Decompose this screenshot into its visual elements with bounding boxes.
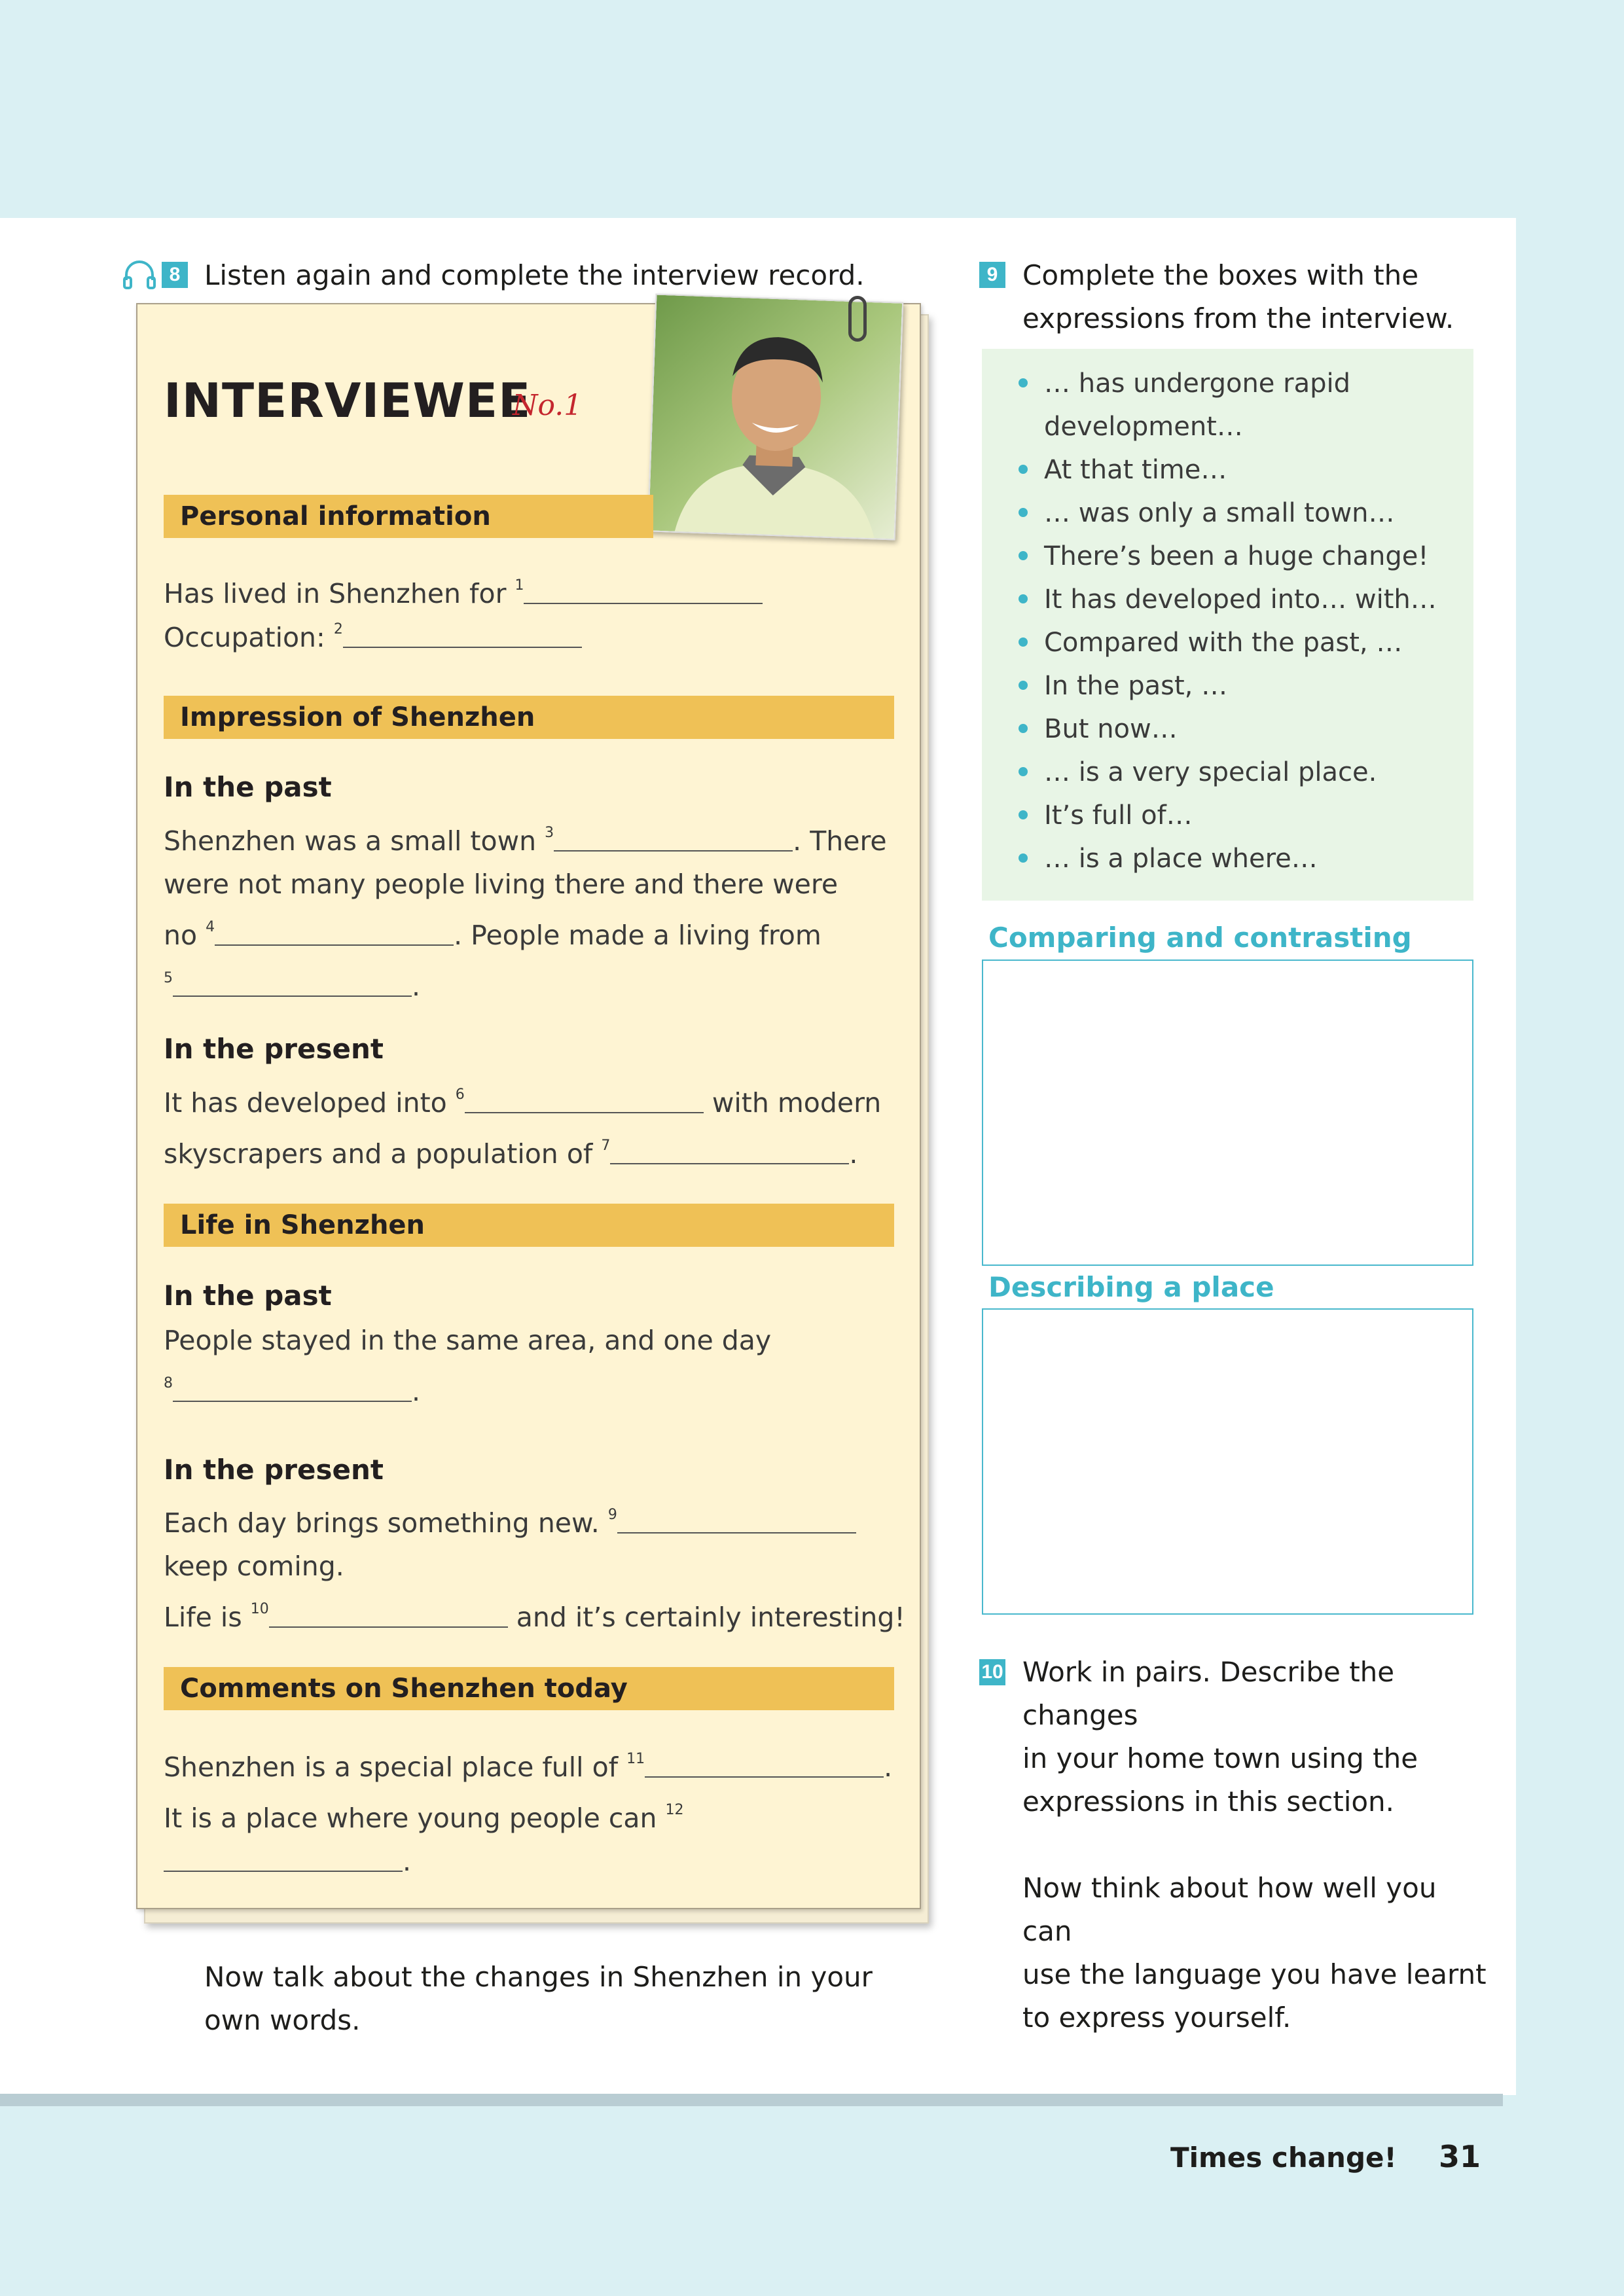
text: . There (793, 825, 887, 857)
section-heading-comments: Comments on Shenzhen today (164, 1667, 894, 1710)
blank-number: 3 (545, 825, 554, 841)
blank-number: 10 (250, 1601, 269, 1617)
exercise-9-number: 9 (979, 262, 1005, 288)
text-line: to express yourself. (1022, 2001, 1291, 2034)
blank-number: 6 (455, 1086, 465, 1103)
blank-number: 4 (206, 919, 215, 935)
answer-blank-12[interactable] (164, 1846, 403, 1872)
text-line: expressions from the interview. (1022, 302, 1454, 334)
text: development… (1044, 412, 1243, 442)
blank-number: 8 (164, 1375, 173, 1391)
section-heading-life: Life in Shenzhen (164, 1204, 894, 1247)
impression-past-label: In the past (164, 771, 332, 803)
headphones-icon (122, 260, 156, 289)
box-label-comparing: Comparing and contrasting (988, 922, 1412, 954)
text-line: Now think about how well you can (1022, 1872, 1437, 1947)
life-present-label: In the present (164, 1454, 384, 1486)
text: Shenzhen was a small town (164, 825, 545, 857)
page-number: 31 (1439, 2139, 1481, 2174)
blank-number: 12 (665, 1802, 684, 1818)
text: no (164, 920, 206, 951)
text: skyscrapers and a population of (164, 1138, 602, 1170)
text-line: keep coming. (164, 1551, 344, 1582)
list-item: At that time… (1008, 448, 1466, 492)
list-item: … was only a small town… (1008, 492, 1466, 535)
text: and it’s certainly interesting! (507, 1602, 905, 1633)
describing-answer-box[interactable] (982, 1308, 1473, 1615)
expressions-list (1008, 362, 1466, 880)
text: Has lived in Shenzhen for (164, 578, 515, 609)
answer-blank-3[interactable] (554, 825, 793, 852)
card-title: INTERVIEWEE (164, 373, 532, 428)
list-item: In the past, … (1008, 664, 1466, 708)
text: Occupation: (164, 622, 334, 653)
answer-blank-11[interactable] (645, 1751, 884, 1778)
answer-blank-7[interactable] (610, 1138, 849, 1164)
comments-text (164, 1738, 910, 1883)
list-item: … is a place where… (1008, 837, 1466, 880)
exercise-9-instruction (1022, 254, 1494, 340)
text-line: in your home town using the (1022, 1742, 1418, 1774)
blank-number: 7 (601, 1138, 611, 1154)
footer-rule (0, 2094, 1503, 2106)
text: with modern (703, 1087, 882, 1119)
list-item: … is a very special place. (1008, 751, 1466, 794)
text: . (884, 1751, 893, 1783)
text: It has developed into (164, 1087, 456, 1119)
spacer (1022, 1823, 1494, 1867)
box-label-describing: Describing a place (988, 1271, 1274, 1303)
answer-blank-6[interactable] (465, 1087, 704, 1113)
exercise-8-number: 8 (162, 262, 188, 288)
text-line (164, 1362, 910, 1413)
impression-present-text (164, 1073, 910, 1175)
text-line (164, 1789, 910, 1883)
text-line (164, 1588, 910, 1639)
text-line (164, 812, 910, 863)
text: . (412, 971, 421, 1002)
text: Shenzhen is a special place full of (164, 1751, 627, 1783)
paperclip-icon (848, 296, 867, 342)
life-present-text (164, 1494, 910, 1639)
life-past-label: In the past (164, 1280, 332, 1312)
footer-unit-title: Times change! (1170, 2142, 1397, 2174)
text-line: Work in pairs. Describe the changes (1022, 1656, 1395, 1731)
blank-number: 9 (607, 1507, 617, 1523)
impression-present-label: In the present (164, 1033, 384, 1065)
text: Each day brings something new. (164, 1507, 608, 1539)
blank-number: 1 (514, 577, 524, 594)
list-item: There’s been a huge change! (1008, 535, 1466, 578)
text-line: Complete the boxes with the (1022, 259, 1419, 291)
answer-blank-1[interactable] (524, 578, 763, 604)
list-item: It has developed into… with… (1008, 578, 1466, 621)
blank-number: 11 (626, 1751, 645, 1767)
list-item: But now… (1008, 708, 1466, 751)
list-item: It’s full of… (1008, 794, 1466, 837)
answer-blank-10[interactable] (269, 1602, 508, 1628)
text-line: use the language you have learnt (1022, 1958, 1487, 1990)
section-heading-impression: Impression of Shenzhen (164, 696, 894, 739)
talk-prompt (204, 1956, 924, 2042)
life-past-text (164, 1319, 910, 1413)
text: Life is (164, 1602, 251, 1633)
exercise-10-instruction (1022, 1651, 1494, 2039)
section-heading-personal: Personal information (164, 495, 653, 538)
text: It is a place where young people can (164, 1803, 666, 1834)
answer-blank-2[interactable] (343, 622, 582, 648)
text-line: expressions in this section. (1022, 1785, 1395, 1818)
text-line (164, 1494, 910, 1545)
answer-blank-9[interactable] (617, 1507, 856, 1534)
text: … has undergone rapid (1044, 368, 1350, 399)
text: . (412, 1376, 421, 1407)
text-line: were not many people living there and there were (164, 869, 839, 900)
list-item: Compared with the past, … (1008, 621, 1466, 664)
list-item (1008, 362, 1466, 448)
text: . People made a living from (454, 920, 821, 951)
answer-blank-4[interactable] (215, 920, 454, 946)
personal-line-2 (164, 608, 910, 659)
exercise-8-instruction: Listen again and complete the interview record. (204, 259, 865, 291)
text: . (849, 1138, 858, 1170)
text-line (164, 1124, 910, 1175)
text-line: own words. (204, 2004, 361, 2036)
text-line: People stayed in the same area, and one day (164, 1325, 772, 1356)
text: . (403, 1846, 412, 1877)
text-line (164, 957, 910, 1008)
text-line (164, 906, 910, 957)
blank-number: 2 (333, 621, 343, 637)
card-number-label: No.1 (513, 389, 583, 422)
answer-blank-8[interactable] (173, 1376, 412, 1402)
blank-number: 5 (164, 970, 173, 986)
text-line (164, 1738, 910, 1789)
answer-blank-5[interactable] (173, 971, 412, 997)
text-line: Now talk about the changes in Shenzhen in your (204, 1961, 873, 1993)
exercise-10-number: 10 (979, 1659, 1005, 1685)
impression-past-text (164, 812, 910, 1008)
text-line (164, 1073, 910, 1124)
comparing-answer-box[interactable] (982, 960, 1473, 1266)
